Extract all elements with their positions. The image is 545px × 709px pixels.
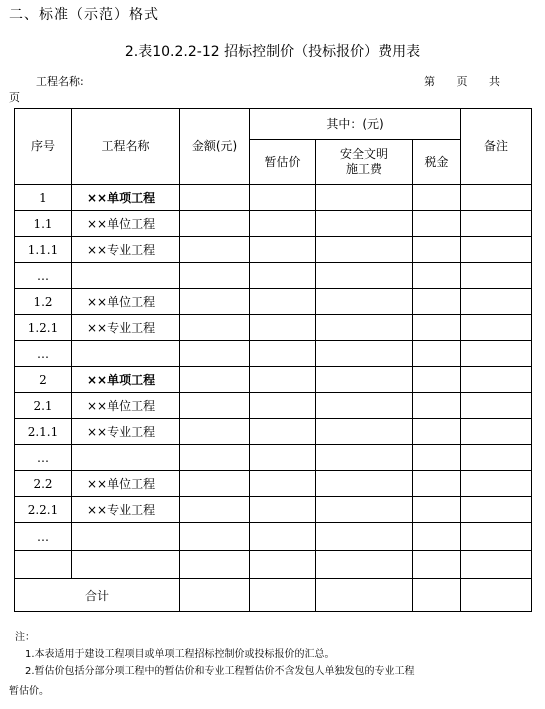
row-amount-cell [180,445,250,471]
row-safety-cell [316,237,413,263]
row-code: 2 [15,367,72,393]
row-safety-cell [316,393,413,419]
row-safety-cell [316,471,413,497]
total-provisional-cell [250,579,316,612]
row-tax-cell [413,341,461,367]
row-provisional-cell [250,551,316,579]
note-item-1: 1.本表适用于建设工程项目或单项工程招标控制价或投标报价的汇总。 [25,649,335,660]
header-amount: 金额(元) [180,109,250,185]
header-provisional: 暂估价 [250,140,316,185]
table-row [15,185,532,211]
row-remark-cell [461,551,532,579]
row-amount-cell [180,211,250,237]
header-safety [316,140,413,185]
row-tax-cell [413,315,461,341]
page-counter-wrap: 页 [9,91,20,104]
row-amount-cell [180,367,250,393]
row-remark-cell [461,471,532,497]
table-title: 2.表10.2.2-12 招标控制价（投标报价）费用表 [124,44,421,60]
row-remark-cell [461,367,532,393]
row-tax-cell [413,289,461,315]
row-provisional-cell [250,211,316,237]
row-tax-cell [413,445,461,471]
project-name-label: 工程名称: [36,75,84,88]
row-amount-cell [180,497,250,523]
header-breakdown: 其中：(元) [250,109,461,140]
row-remark-cell [461,211,532,237]
row-provisional-cell [250,315,316,341]
header-tax: 税金 [413,140,461,185]
row-safety-cell [316,341,413,367]
row-code: 1.2 [15,289,72,315]
row-remark-cell [461,497,532,523]
notes-label: 注： [15,632,35,643]
row-provisional-cell [250,445,316,471]
total-amount-cell [180,579,250,612]
row-remark-cell [461,263,532,289]
row-safety-cell [316,551,413,579]
header-seq: 序号 [15,109,72,185]
row-safety-cell [316,523,413,551]
table-body [15,185,532,579]
row-tax-cell [413,523,461,551]
total-remark-cell [461,579,532,612]
row-project-name: ××专业工程 [72,497,180,523]
table-row [15,263,532,289]
table-row [15,471,532,497]
row-amount-cell [180,185,250,211]
row-safety-cell [316,367,413,393]
total-label: 合计 [15,579,180,612]
header-safety-line2: 施工费 [345,162,382,176]
row-project-name [72,341,180,367]
row-project-name [72,551,180,579]
row-code: … [15,263,72,289]
row-tax-cell [413,263,461,289]
row-remark-cell [461,237,532,263]
row-amount-cell [180,523,250,551]
row-project-name: ××单位工程 [72,393,180,419]
table-row [15,211,532,237]
row-project-name: ××单位工程 [72,211,180,237]
row-code: … [15,523,72,551]
table-row [15,551,532,579]
row-project-name: ××专业工程 [72,315,180,341]
row-provisional-cell [250,523,316,551]
row-amount-cell [180,237,250,263]
row-code: 2.1.1 [15,419,72,445]
row-tax-cell [413,419,461,445]
row-amount-cell [180,315,250,341]
row-remark-cell [461,341,532,367]
row-project-name [72,445,180,471]
row-remark-cell [461,289,532,315]
row-provisional-cell [250,185,316,211]
total-row [15,579,532,612]
row-safety-cell [316,445,413,471]
table-row [15,523,532,551]
row-safety-cell [316,419,413,445]
row-code: … [15,445,72,471]
row-project-name: ××单位工程 [72,289,180,315]
table-row [15,341,532,367]
row-project-name [72,263,180,289]
row-code: 1.1.1 [15,237,72,263]
row-tax-cell [413,393,461,419]
row-provisional-cell [250,419,316,445]
row-code: 2.2 [15,471,72,497]
row-safety-cell [316,185,413,211]
note-item-2: 2.暂估价包括分部分项工程中的暂估价和专业工程暂估价不含发包人单独发包的专业工程 [25,666,415,677]
row-provisional-cell [250,263,316,289]
row-tax-cell [413,551,461,579]
note-continuation: 暂估价。 [9,686,49,697]
row-safety-cell [316,211,413,237]
row-code: 1 [15,185,72,211]
table-row [15,367,532,393]
row-tax-cell [413,367,461,393]
row-provisional-cell [250,237,316,263]
total-tax-cell [413,579,461,612]
row-project-name: ××专业工程 [72,419,180,445]
row-remark-cell [461,393,532,419]
row-code [15,551,72,579]
row-tax-cell [413,497,461,523]
row-code: 1.2.1 [15,315,72,341]
row-project-name: ××专业工程 [72,237,180,263]
row-remark-cell [461,445,532,471]
header-remark: 备注 [461,109,532,185]
row-tax-cell [413,211,461,237]
row-amount-cell [180,289,250,315]
row-project-name: ××单位工程 [72,471,180,497]
fee-table [14,108,532,612]
notes [15,629,535,680]
row-amount-cell [180,393,250,419]
row-remark-cell [461,419,532,445]
header-name: 工程名称 [72,109,180,185]
row-remark-cell [461,315,532,341]
table-row [15,445,532,471]
row-tax-cell [413,185,461,211]
row-provisional-cell [250,289,316,315]
table-row [15,393,532,419]
row-code: 1.1 [15,211,72,237]
table-row [15,497,532,523]
row-provisional-cell [250,367,316,393]
row-code: 2.1 [15,393,72,419]
table-row [15,419,532,445]
page-counter-label: 第 页 共 [424,75,509,88]
row-amount-cell [180,263,250,289]
row-code: … [15,341,72,367]
row-safety-cell [316,497,413,523]
row-amount-cell [180,551,250,579]
row-provisional-cell [250,471,316,497]
row-remark-cell [461,523,532,551]
section-heading: 二、标准（示范）格式 [9,7,159,23]
table-row [15,237,532,263]
row-project-name [72,523,180,551]
table-row [15,315,532,341]
row-provisional-cell [250,393,316,419]
total-safety-cell [316,579,413,612]
row-project-name: ××单项工程 [72,367,180,393]
row-tax-cell [413,471,461,497]
row-tax-cell [413,237,461,263]
row-amount-cell [180,341,250,367]
row-amount-cell [180,471,250,497]
row-safety-cell [316,289,413,315]
row-code: 2.2.1 [15,497,72,523]
row-provisional-cell [250,341,316,367]
row-amount-cell [180,419,250,445]
row-safety-cell [316,263,413,289]
header-safety-line1: 安全文明 [339,147,388,161]
row-remark-cell [461,185,532,211]
row-safety-cell [316,315,413,341]
table-row [15,289,532,315]
row-provisional-cell [250,497,316,523]
row-project-name: ××单项工程 [72,185,180,211]
